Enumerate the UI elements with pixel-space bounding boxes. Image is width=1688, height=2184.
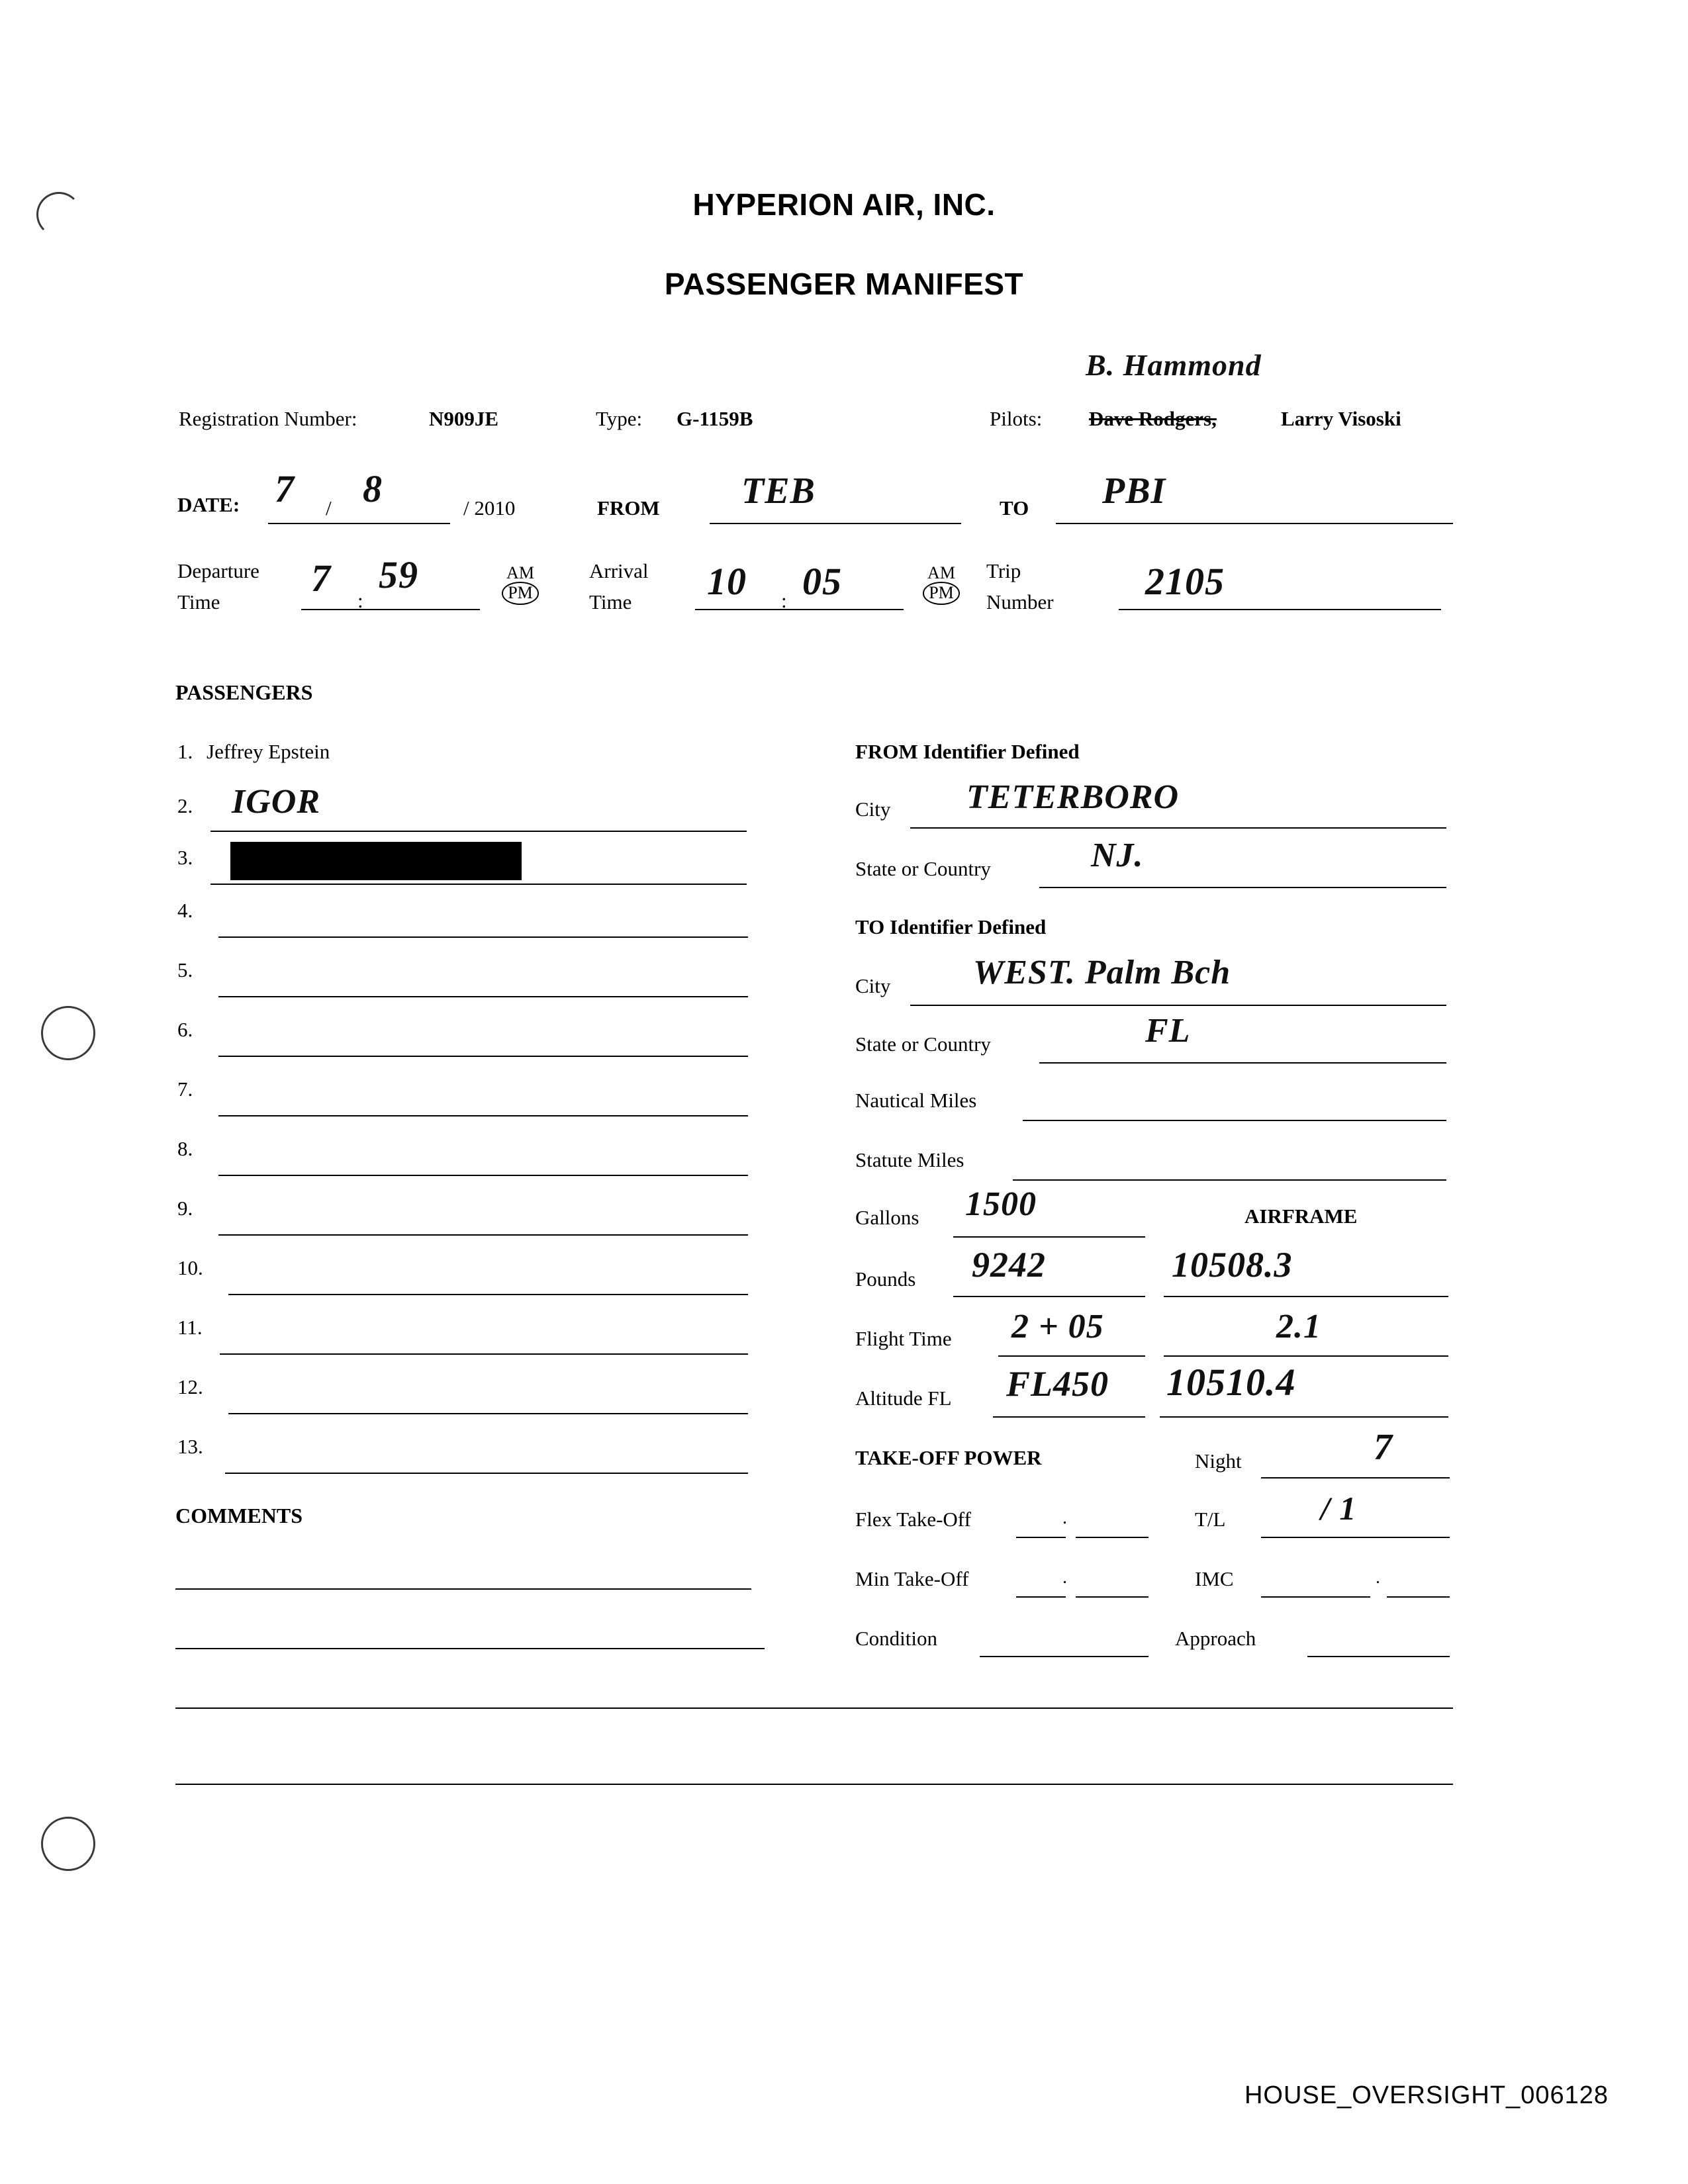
to-state-value: FL [1145, 1012, 1191, 1050]
date-day-value: 8 [363, 467, 383, 510]
passenger-number-5: 5. [177, 958, 193, 981]
passenger-number-7: 7. [177, 1077, 193, 1101]
airframe-heading: AIRFRAME [1244, 1205, 1358, 1228]
arrival-label-line2: Time [589, 590, 632, 614]
flight-time-label: Flight Time [855, 1327, 952, 1350]
airframe-hours-1: 10508.3 [1172, 1245, 1293, 1285]
flight-time-rule [998, 1355, 1145, 1357]
arrival-hour-value: 10 [707, 560, 747, 603]
trip-label-line1: Trip [986, 559, 1021, 582]
to-city-label: City [855, 974, 891, 997]
from-value: TEB [741, 471, 816, 512]
departure-minute-value: 59 [379, 553, 418, 596]
approach-rule [1307, 1656, 1450, 1657]
imc-label: IMC [1195, 1567, 1234, 1590]
date-label: DATE: [177, 493, 240, 516]
from-rule [710, 523, 961, 524]
passenger-number-9: 9. [177, 1197, 193, 1220]
from-city-rule [910, 827, 1446, 829]
flight-time-value: 2 + 05 [1011, 1308, 1104, 1345]
pilot-struck-name: Dave Rodgers, [1089, 407, 1217, 430]
arrival-pm-option[interactable]: PM [923, 582, 960, 604]
takeoff-power-heading: TAKE-OFF POWER [855, 1446, 1042, 1469]
altitude-value: FL450 [1006, 1364, 1109, 1404]
comments-rule-4 [175, 1784, 1453, 1785]
night-rule [1261, 1477, 1450, 1479]
from-identifier-heading: FROM Identifier Defined [855, 740, 1080, 763]
passenger-number-3: 3. [177, 846, 193, 869]
airframe-rule-3 [1160, 1416, 1448, 1418]
to-city-rule [910, 1005, 1446, 1006]
passenger-redaction-3 [230, 842, 522, 880]
passenger-rule-11 [220, 1353, 748, 1355]
night-label: Night [1195, 1449, 1242, 1473]
punch-hole-middle-icon [41, 1006, 95, 1060]
from-state-rule [1039, 887, 1446, 888]
pilot-second-name: Larry Visoski [1281, 407, 1401, 430]
approach-label: Approach [1175, 1627, 1256, 1650]
to-state-rule [1039, 1062, 1446, 1064]
departure-pm-option[interactable]: PM [502, 582, 539, 604]
to-value: PBI [1102, 471, 1166, 512]
document-stamp: HOUSE_OVERSIGHT_006128 [1244, 2081, 1609, 2109]
airframe-hours-2: 2.1 [1276, 1308, 1321, 1345]
passenger-number-1: 1. [177, 740, 193, 763]
departure-hour-value: 7 [311, 557, 331, 600]
arrival-am-option[interactable]: AM [927, 563, 955, 582]
passenger-rule-5 [218, 996, 748, 997]
from-city-value: TETERBORO [966, 778, 1180, 816]
passenger-number-11: 11. [177, 1316, 203, 1339]
pounds-label: Pounds [855, 1267, 916, 1291]
statute-miles-label: Statute Miles [855, 1148, 964, 1171]
pilots-label: Pilots: [990, 407, 1043, 430]
registration-value: N909JE [429, 407, 499, 430]
passenger-number-10: 10. [177, 1256, 203, 1279]
company-title: HYPERION AIR, INC. [692, 187, 996, 222]
pounds-rule [953, 1296, 1145, 1297]
imc-value: . [1376, 1567, 1380, 1588]
passenger-number-6: 6. [177, 1018, 193, 1041]
gallons-label: Gallons [855, 1206, 919, 1229]
airframe-hours-3: 10510.4 [1166, 1361, 1296, 1404]
passenger-name-2: IGOR [232, 783, 321, 821]
nautical-miles-rule [1023, 1120, 1446, 1121]
passenger-rule-4 [218, 936, 748, 938]
airframe-rule-2 [1164, 1355, 1448, 1357]
departure-rule [301, 609, 480, 610]
to-identifier-heading: TO Identifier Defined [855, 915, 1047, 938]
comments-rule-3 [175, 1707, 1453, 1709]
departure-label-line2: Time [177, 590, 220, 614]
departure-colon: : [357, 589, 363, 612]
date-month-value: 7 [275, 467, 295, 510]
to-state-label: State or Country [855, 1032, 991, 1056]
from-label: FROM [597, 496, 660, 520]
registration-label: Registration Number: [179, 407, 357, 430]
flex-takeoff-value: . [1062, 1508, 1067, 1528]
min-rule-b [1076, 1596, 1149, 1598]
passengers-heading: PASSENGERS [175, 680, 313, 704]
condition-label: Condition [855, 1627, 938, 1650]
comments-rule-2 [175, 1648, 765, 1649]
passenger-rule-7 [218, 1115, 748, 1116]
passenger-number-4: 4. [177, 899, 193, 922]
comments-heading: COMMENTS [175, 1504, 303, 1527]
type-value: G-1159B [677, 407, 753, 430]
trip-number-value: 2105 [1145, 560, 1225, 603]
to-rule [1056, 523, 1453, 524]
date-rule [268, 523, 450, 524]
passenger-rule-13 [225, 1473, 748, 1474]
min-takeoff-label: Min Take-Off [855, 1567, 969, 1590]
passenger-rule-8 [218, 1175, 748, 1176]
passenger-number-8: 8. [177, 1137, 193, 1160]
from-city-label: City [855, 797, 891, 821]
nautical-miles-label: Nautical Miles [855, 1089, 977, 1112]
imc-rule-b [1387, 1596, 1450, 1598]
from-state-label: State or Country [855, 857, 991, 880]
date-slash-1: / [326, 496, 332, 520]
altitude-label: Altitude FL [855, 1387, 952, 1410]
gallons-rule [953, 1236, 1145, 1238]
arrival-minute-value: 05 [802, 560, 842, 603]
trip-rule [1119, 609, 1441, 610]
passenger-rule-12 [228, 1413, 748, 1414]
altitude-rule [993, 1416, 1145, 1418]
to-label: TO [1000, 496, 1029, 520]
flex-rule-a [1016, 1537, 1066, 1538]
punch-hole-bottom-icon [41, 1817, 95, 1871]
date-year-value: / 2010 [463, 496, 516, 520]
from-state-value: NJ. [1091, 837, 1144, 874]
pilot-handwritten-name: B. Hammond [1086, 348, 1262, 382]
pounds-value: 9242 [972, 1245, 1046, 1285]
gallons-value: 1500 [965, 1185, 1037, 1223]
min-rule-a [1016, 1596, 1066, 1598]
night-value: 7 [1374, 1427, 1393, 1468]
condition-rule [980, 1656, 1149, 1657]
tl-rule [1261, 1537, 1450, 1538]
departure-label-line1: Departure [177, 559, 259, 582]
statute-miles-rule [1013, 1179, 1446, 1181]
passenger-rule-3 [211, 884, 747, 885]
arrival-colon: : [781, 589, 787, 612]
arrival-label-line1: Arrival [589, 559, 649, 582]
to-city-value: WEST. Palm Bch [973, 954, 1231, 991]
min-takeoff-value: . [1062, 1567, 1067, 1588]
tl-value: / 1 [1321, 1490, 1357, 1527]
tl-label: T/L [1195, 1508, 1226, 1531]
passenger-rule-2 [211, 831, 747, 832]
flex-takeoff-label: Flex Take-Off [855, 1508, 971, 1531]
passenger-number-2: 2. [177, 794, 193, 817]
departure-am-option[interactable]: AM [506, 563, 534, 582]
page-title: PASSENGER MANIFEST [664, 267, 1024, 301]
flex-rule-b [1076, 1537, 1149, 1538]
imc-rule-a [1261, 1596, 1370, 1598]
passenger-number-12: 12. [177, 1375, 203, 1398]
passenger-rule-10 [228, 1294, 748, 1295]
passenger-number-13: 13. [177, 1435, 203, 1458]
trip-label-line2: Number [986, 590, 1054, 614]
passenger-rule-9 [218, 1234, 748, 1236]
passenger-name-1: Jeffrey Epstein [207, 740, 330, 763]
arrival-rule [695, 609, 904, 610]
comments-rule-1 [175, 1588, 751, 1590]
type-label: Type: [596, 407, 643, 430]
passenger-rule-6 [218, 1056, 748, 1057]
airframe-rule-1 [1164, 1296, 1448, 1297]
